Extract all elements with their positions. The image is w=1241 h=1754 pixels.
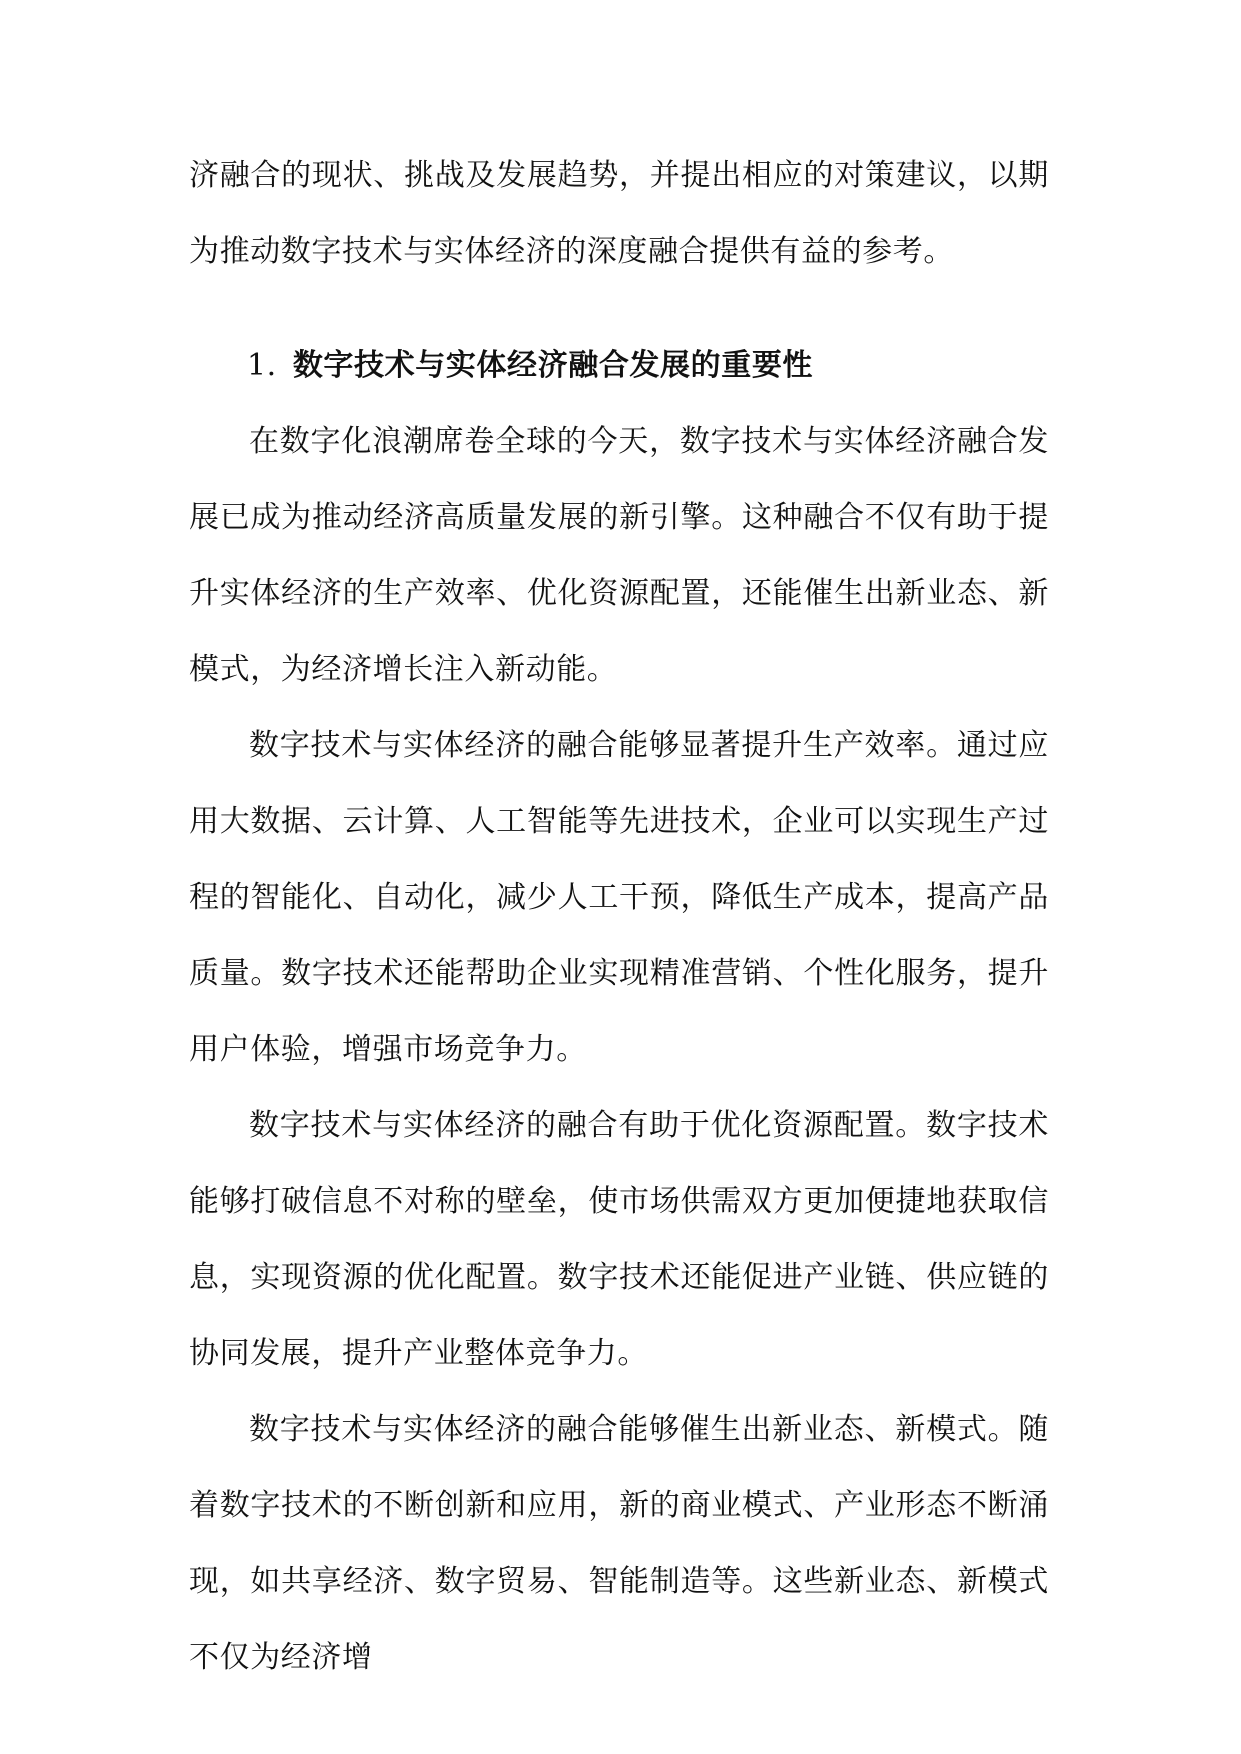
body-paragraph: 数字技术与实体经济的融合能够显著提升生产效率。通过应用大数据、云计算、人工智能等先进技术，企业可以实现生产过程的智能化、自动化，减少人工干预，降低生产成本，提高产品质量。数字技术还能帮助企业实现精准营销、个性化服务，提升用户体验，增强市场竞争力。 [189,728,1049,1067]
document-body [189,138,1049,1696]
body-paragraph: 数字技术与实体经济的融合能够催生出新业态、新模式。随着数字技术的不断创新和应用，新的商业模式、产业形态不断涌现，如共享经济、数字贸易、智能制造等。这些新业态、新模式不仅为经济增 [189,1412,1049,1675]
body-paragraph: 在数字化浪潮席卷全球的今天，数字技术与实体经济融合发展已成为推动经济高质量发展的新引擎。这种融合不仅有助于提升实体经济的生产效率、优化资源配置，还能催生出新业态、新模式，为经济增长注入新动能。 [189,424,1049,687]
body-paragraph: 数字技术与实体经济的融合有助于优化资源配置。数字技术能够打破信息不对称的壁垒，使市场供需双方更加便捷地获取信息，实现资源的优化配置。数字技术还能促进产业链、供应链的协同发展，提升产业整体竞争力。 [189,1108,1049,1371]
intro-paragraph: 济融合的现状、挑战及发展趋势，并提出相应的对策建议，以期为推动数字技术与实体经济的深度融合提供有益的参考。 [189,158,1049,269]
section-heading [189,328,1049,404]
section-number: 1. [247,348,277,383]
section-title: 数字技术与实体经济融合发展的重要性 [292,348,814,383]
